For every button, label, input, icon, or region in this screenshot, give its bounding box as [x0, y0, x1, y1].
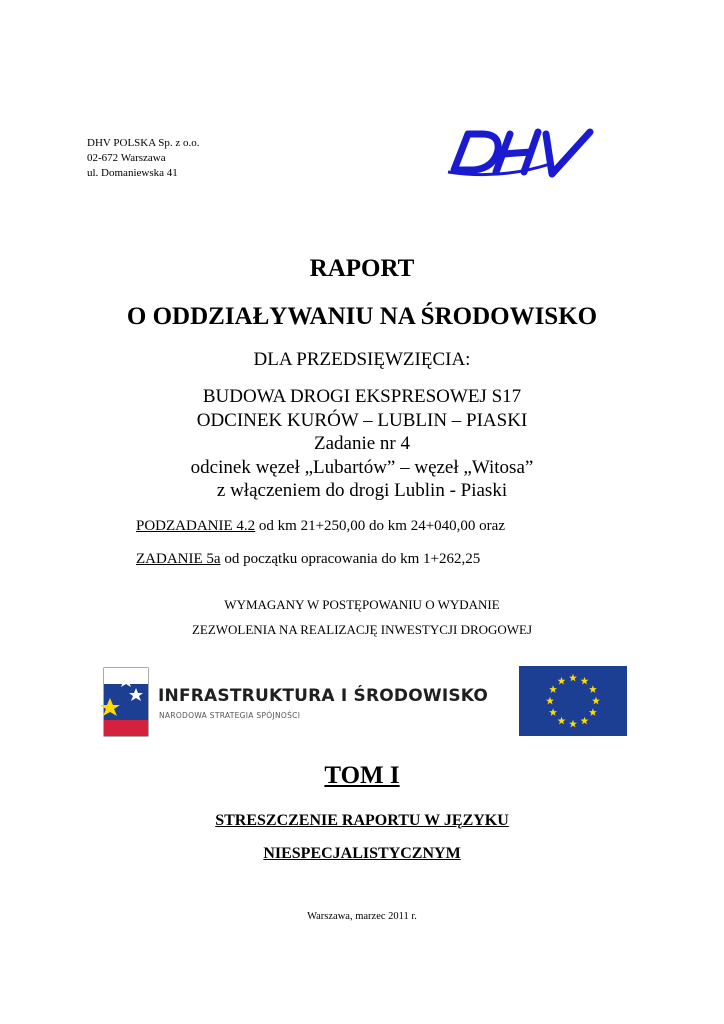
project-line5: z włączeniem do drogi Lublin - Piaski: [216, 480, 508, 501]
eu-flag: [519, 666, 627, 736]
task-label: ZADANIE 5a: [136, 551, 221, 567]
volume-title: TOM I: [324, 762, 400, 789]
subtask-label: PODZADANIE 4.2: [136, 518, 256, 534]
document-date: Warszawa, marzec 2011 r.: [307, 911, 417, 922]
project-line4: odcinek węzeł „Lubartów” – węzeł „Witosa”: [190, 456, 534, 478]
company-address: [87, 136, 200, 181]
program-logo: [96, 664, 489, 740]
task-text: od początku opracowania do km 1+262,25: [220, 551, 481, 567]
project-block: [0, 385, 724, 503]
company-street: ul. Domaniewska 41: [87, 167, 178, 179]
subtask-text: od km 21+250,00 do km 24+040,00 oraz: [255, 518, 505, 534]
requirement-line1: WYMAGANY W POSTĘPOWANIU O WYDANIE: [224, 597, 500, 612]
dhv-logo-text: DHV: [440, 124, 443, 125]
report-subtitle: DLA PRZEDSIĘWZIĘCIA:: [253, 349, 471, 370]
dhv-logo-graphic: [440, 124, 600, 186]
eu-flag-graphic: [519, 666, 627, 736]
scope-subtask: [136, 518, 505, 535]
report-title-line2: O ODDZIAŁYWANIU NA ŚRODOWISKO: [126, 303, 598, 330]
scope-task: [136, 551, 480, 568]
requirement-line2: ZEZWOLENIA NA REALIZACJĘ INWESTYCJI DROGOWEJ: [191, 622, 533, 637]
company-postal: 02-672 Warszawa: [87, 152, 166, 164]
report-title: RAPORT: [309, 255, 415, 282]
summary-line1: STRESZCZENIE RAPORTU W JĘZYKU: [215, 812, 509, 829]
program-logo-emblem: [96, 664, 156, 740]
project-line3: Zadanie nr 4: [313, 433, 410, 454]
dhv-logo: [440, 124, 600, 186]
project-line2: ODCINEK KURÓW – LUBLIN – PIASKI: [196, 409, 528, 431]
project-line1: BUDOWA DROGI EKSPRESOWEJ S17: [202, 386, 522, 407]
company-name: DHV POLSKA Sp. z o.o.: [87, 137, 200, 149]
program-logo-subtitle: NARODOWA STRATEGIA SPÓJNOŚCI: [159, 711, 301, 720]
program-logo-title: INFRASTRUKTURA I ŚRODOWISKO: [158, 686, 489, 706]
summary-line2: NIESPECJALISTYCZNYM: [263, 845, 461, 862]
